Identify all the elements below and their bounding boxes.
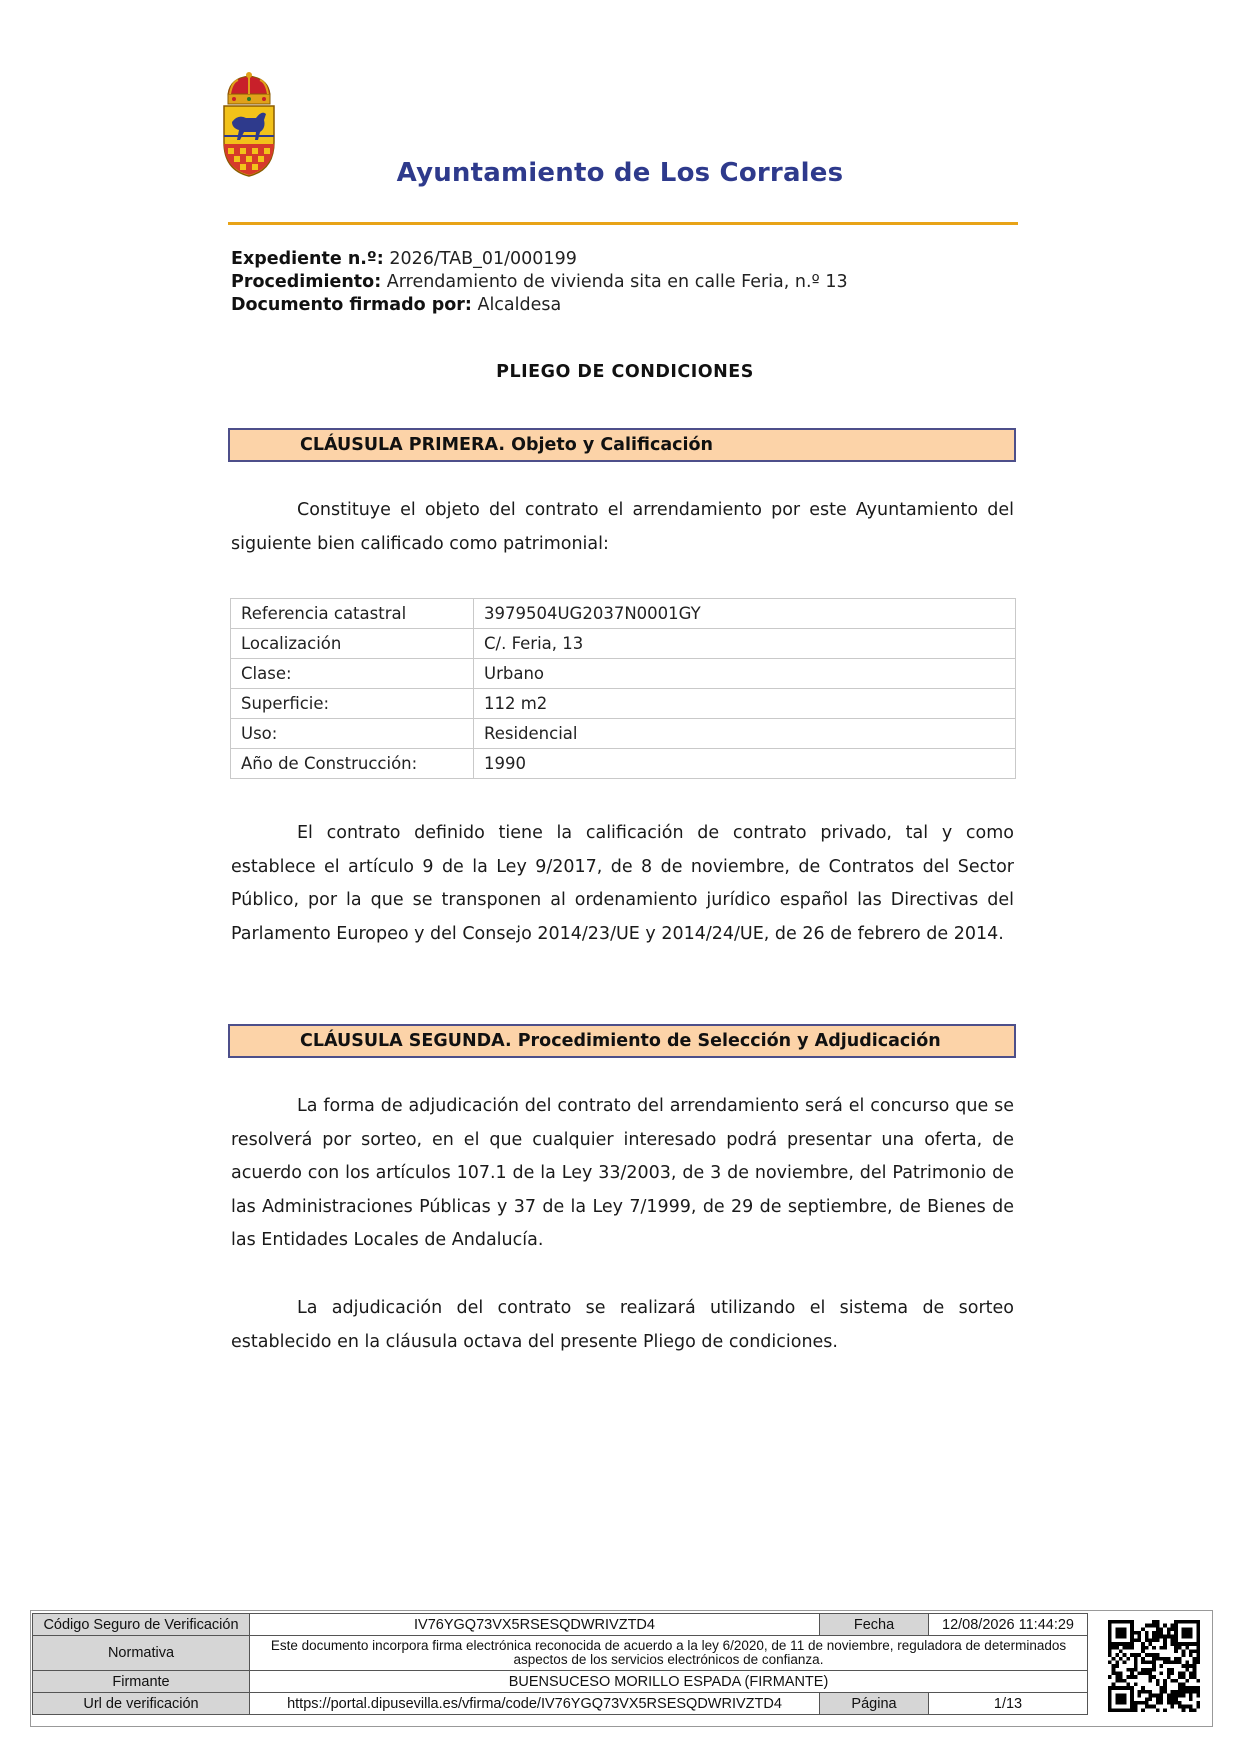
document-metadata [231, 248, 848, 317]
footer-row-firmante [33, 1671, 1088, 1693]
fecha-label: Fecha [820, 1614, 929, 1636]
clause-1-heading: CLÁUSULA PRIMERA. Objeto y Calificación [228, 428, 1016, 462]
pagina-value: 1/13 [929, 1693, 1088, 1715]
header-divider [228, 222, 1018, 225]
fecha-value: 12/08/2026 11:44:29 [929, 1614, 1088, 1636]
csv-label: Código Seguro de Verificación [33, 1614, 250, 1636]
organization-title: Ayuntamiento de Los Corrales [396, 158, 844, 188]
footer-row-normativa [33, 1636, 1088, 1671]
property-key: Año de Construcción: [231, 749, 474, 779]
clause-2-paragraph-2: La adjudicación del contrato se realizará utilizando el sistema de sorteo establecido en la cláusula octava del presente Pliego de condiciones. [231, 1298, 1014, 1352]
normativa-value: Este documento incorpora firma electrónica reconocida de acuerdo a la ley 6/2020, de 11 de noviembre, reguladora de determinados aspectos de los servicios electrónicos de confianza. [250, 1636, 1088, 1671]
verification-footer [32, 1613, 1088, 1715]
property-row [231, 599, 1016, 629]
property-value: Residencial [474, 719, 1016, 749]
firmante-value: BUENSUCESO MORILLO ESPADA (FIRMANTE) [250, 1671, 1088, 1693]
firmado-label: Documento firmado por: [231, 295, 472, 315]
property-key: Superficie: [231, 689, 474, 719]
footer-row-csv [33, 1614, 1088, 1636]
property-row [231, 629, 1016, 659]
footer-row-url [33, 1693, 1088, 1715]
property-value: 3979504UG2037N0001GY [474, 599, 1016, 629]
firmante-label: Firmante [33, 1671, 250, 1693]
property-row [231, 689, 1016, 719]
clause-2-heading: CLÁUSULA SEGUNDA. Procedimiento de Selección y Adjudicación [228, 1024, 1016, 1058]
normativa-label: Normativa [33, 1636, 250, 1671]
url-label: Url de verificación [33, 1693, 250, 1715]
property-row [231, 659, 1016, 689]
property-row [231, 719, 1016, 749]
property-table [230, 598, 1016, 779]
clause-1-paragraph-1: Constituye el objeto del contrato el arrendamiento por este Ayuntamiento del siguiente bien calificado como patrimonial: [231, 500, 1014, 554]
expediente-label: Expediente n.º: [231, 249, 384, 269]
firmado-value: Alcaldesa [477, 295, 562, 315]
csv-value: IV76YGQ73VX5RSESQDWRIVZTD4 [250, 1614, 820, 1636]
clause-2-paragraph-1: La forma de adjudicación del contrato del arrendamiento será el concurso que se resolverá por sorteo, en el que cualquier interesado podrá presentar una oferta, de acuerdo con los artículos 107.1 de la Ley 33/2003, de 3 de noviembre, del Patrimonio de las Administraciones Públicas y 37 de la Ley 7/1999, de 29 de septiembre, de Bienes de las Entidades Locales de Andalucía. [231, 1096, 1014, 1250]
qr-code-icon[interactable] [1108, 1620, 1200, 1712]
property-key: Localización [231, 629, 474, 659]
property-value: 112 m2 [474, 689, 1016, 719]
property-value: C/. Feria, 13 [474, 629, 1016, 659]
document-title: PLIEGO DE CONDICIONES [496, 362, 754, 382]
property-key: Clase: [231, 659, 474, 689]
verification-url-link[interactable]: https://portal.dipusevilla.es/vfirma/code/IV76YGQ73VX5RSESQDWRIVZTD4 [250, 1693, 820, 1715]
expediente-value: 2026/TAB_01/000199 [389, 249, 577, 269]
pagina-label: Página [820, 1693, 929, 1715]
property-value: 1990 [474, 749, 1016, 779]
property-key: Uso: [231, 719, 474, 749]
property-value: Urbano [474, 659, 1016, 689]
clause-1-paragraph-2: El contrato definido tiene la calificación de contrato privado, tal y como establece el artículo 9 de la Ley 9/2017, de 8 de noviembre, de Contratos del Sector Público, por la que se transponen al ordenamiento jurídico español las Directivas del Parlamento Europeo y del Consejo 2014/23/UE y 2014/24/UE, de 26 de febrero de 2014. [231, 823, 1014, 944]
procedimiento-label: Procedimiento: [231, 272, 382, 292]
procedimiento-value: Arrendamiento de vivienda sita en calle Feria, n.º 13 [386, 272, 848, 292]
property-row [231, 749, 1016, 779]
property-key: Referencia catastral [231, 599, 474, 629]
